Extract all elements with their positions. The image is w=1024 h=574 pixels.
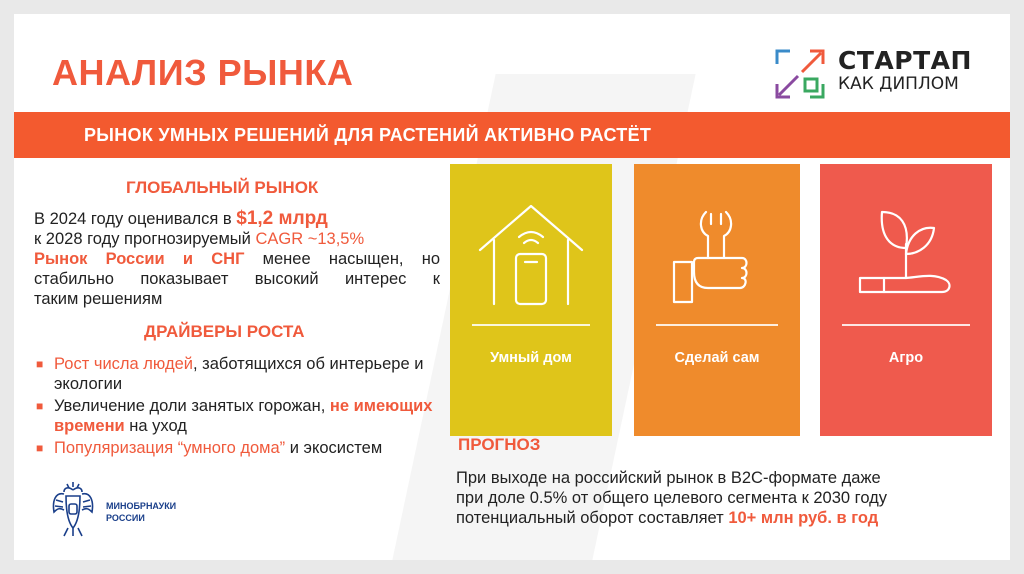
banner — [14, 112, 1010, 158]
ministry-logo — [50, 482, 220, 542]
global-line-3-text: менее насыщен, но — [244, 250, 441, 268]
page-title: АНАЛИЗ РЫНКА — [52, 52, 354, 93]
driver-3-text: и экосистем — [285, 439, 383, 457]
driver-1-highlight: Рост числа людей — [54, 355, 193, 373]
card-smart-home — [450, 164, 612, 436]
russia-cis-highlight: Рынок России и СНГ — [34, 250, 245, 268]
logo-line-1: СТАРТАП — [838, 46, 972, 75]
global-market-text — [34, 209, 440, 309]
smart-home-icon — [450, 192, 612, 312]
cagr-value: CAGR ~13,5% — [255, 230, 365, 248]
ministry-text — [106, 500, 176, 524]
forecast-title: ПРОГНОЗ — [458, 435, 541, 454]
turnover-value: 10+ млн руб. в год — [728, 509, 879, 527]
global-market-title: ГЛОБАЛЬНЫЙ РЫНОК — [126, 178, 319, 197]
global-line-5: таким решениям — [34, 290, 163, 308]
card-divider — [472, 324, 590, 326]
card-label-smart-home: Умный дом — [490, 350, 572, 366]
startup-logo-text — [838, 48, 972, 93]
drivers-title: ДРАЙВЕРЫ РОСТА — [144, 322, 305, 341]
forecast-line-2: при доле 0.5% от общего целевого сегмента к 2030 году — [456, 489, 888, 507]
driver-item — [34, 438, 444, 458]
card-agro — [820, 164, 992, 436]
startup-logo — [774, 46, 1004, 102]
banner-text: РЫНОК УМНЫХ РЕШЕНИЙ ДЛЯ РАСТЕНИЙ АКТИВНО РАСТЁТ — [84, 125, 652, 145]
global-line-1 — [34, 209, 440, 229]
driver-item — [34, 396, 444, 436]
drivers-list — [34, 354, 444, 460]
driver-1-text: , заботящихся об интерьере и экологии — [54, 355, 424, 393]
driver-item — [34, 354, 444, 394]
forecast-line-1: При выходе на российский рынок в B2C-формате даже — [456, 469, 881, 487]
logo-line-2: КАК ДИПЛОМ — [838, 74, 959, 94]
global-line-4: стабильно показывает высокий интерес к — [34, 270, 440, 288]
bullet-icon: ■ — [36, 399, 44, 413]
ministry-line-1: МИНОБРНАУКИ — [106, 501, 177, 511]
bullet-icon: ■ — [36, 441, 44, 455]
slide — [14, 14, 1010, 560]
global-line-1-text: В 2024 году оценивался в — [34, 210, 237, 228]
global-line-2 — [34, 229, 440, 249]
driver-2-highlight: не имеющих времени — [54, 397, 433, 435]
driver-2-text-end: на уход — [124, 417, 187, 435]
sprout-hand-icon — [820, 192, 992, 312]
card-diy — [634, 164, 800, 436]
global-line-3 — [34, 249, 440, 269]
forecast-line-3 — [456, 508, 976, 528]
card-label-diy: Сделай сам — [674, 350, 760, 366]
global-line-2-text: к 2028 году прогнозируемый — [34, 230, 256, 248]
forecast-text — [456, 468, 976, 528]
market-size-value: $1,2 млрд — [236, 208, 328, 229]
driver-2-text: Увеличение доли занятых горожан, — [54, 397, 330, 415]
eagle-emblem-icon — [50, 482, 96, 538]
startup-logo-icon — [774, 48, 826, 100]
card-divider — [656, 324, 778, 326]
wrench-hand-icon — [634, 192, 800, 312]
ministry-line-2: РОССИИ — [106, 513, 145, 523]
card-label-agro: Агро — [888, 350, 924, 366]
bullet-icon: ■ — [36, 357, 44, 371]
card-divider — [842, 324, 970, 326]
forecast-line-3-text: потенциальный оборот составляет — [456, 509, 729, 527]
driver-3-highlight: Популяризация “умного дома” — [54, 439, 286, 457]
